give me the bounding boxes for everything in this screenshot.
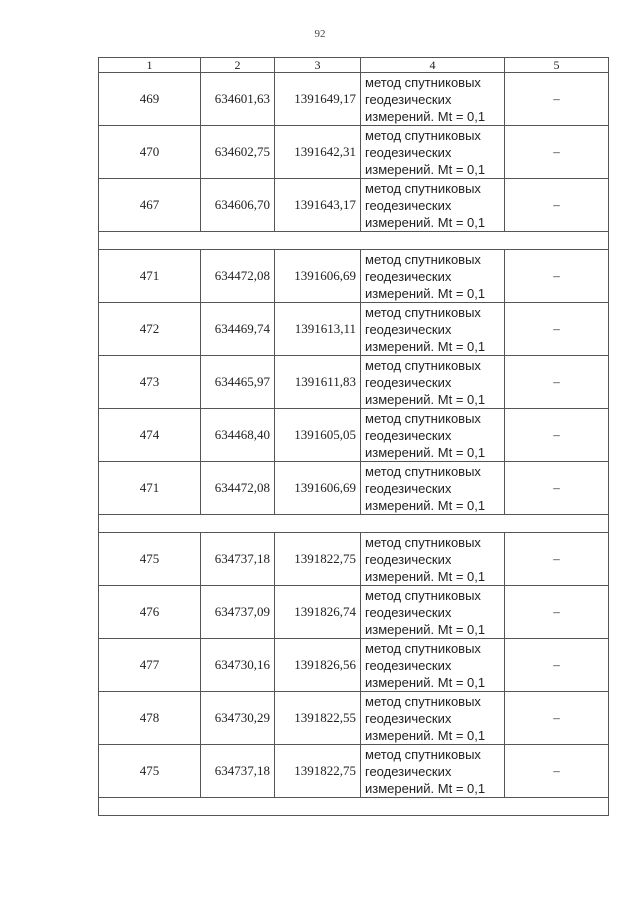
table-row (99, 73, 609, 126)
point-number-cell: 467 (99, 179, 201, 232)
point-number-cell: 471 (99, 462, 201, 515)
note-cell: – (505, 409, 609, 462)
x-coordinate-cell: 634472,08 (201, 462, 275, 515)
table-row (99, 745, 609, 798)
note-cell: – (505, 303, 609, 356)
method-cell (361, 126, 505, 179)
method-line: геодезических (365, 710, 452, 726)
table-row (99, 692, 609, 745)
method-line: метод спутниковых (365, 180, 481, 196)
x-coordinate-cell: 634730,16 (201, 639, 275, 692)
table-header-row (99, 58, 609, 73)
point-number-cell: 477 (99, 639, 201, 692)
y-coordinate-cell: 1391605,05 (275, 409, 361, 462)
method-cell (361, 533, 505, 586)
x-coordinate-cell: 634468,40 (201, 409, 275, 462)
method-line: измерений. Mt = 0,1 (365, 621, 486, 637)
method-cell (361, 586, 505, 639)
method-line: метод спутниковых (365, 693, 481, 709)
x-coordinate-cell: 634606,70 (201, 179, 275, 232)
method-line: измерений. Mt = 0,1 (365, 674, 486, 690)
x-coordinate-cell: 634730,29 (201, 692, 275, 745)
note-cell: – (505, 639, 609, 692)
point-number-cell: 470 (99, 126, 201, 179)
point-number-cell: 476 (99, 586, 201, 639)
method-line: измерений. Mt = 0,1 (365, 391, 486, 407)
note-cell: – (505, 692, 609, 745)
table-row (99, 533, 609, 586)
x-coordinate-cell: 634465,97 (201, 356, 275, 409)
group-separator-row (99, 798, 609, 816)
method-line: метод спутниковых (365, 587, 481, 603)
method-cell (361, 639, 505, 692)
x-coordinate-cell: 634472,08 (201, 250, 275, 303)
method-line: геодезических (365, 197, 452, 213)
method-line: геодезических (365, 604, 452, 620)
column-header-3: 3 (275, 58, 361, 73)
column-header-4: 4 (361, 58, 505, 73)
method-line: метод спутниковых (365, 74, 481, 90)
note-cell: – (505, 462, 609, 515)
method-line: метод спутниковых (365, 304, 481, 320)
y-coordinate-cell: 1391613,11 (275, 303, 361, 356)
method-cell (361, 356, 505, 409)
method-line: геодезических (365, 427, 452, 443)
method-line: измерений. Mt = 0,1 (365, 444, 486, 460)
table-row (99, 586, 609, 639)
method-line: метод спутниковых (365, 746, 481, 762)
point-number-cell: 473 (99, 356, 201, 409)
y-coordinate-cell: 1391826,56 (275, 639, 361, 692)
point-number-cell: 475 (99, 745, 201, 798)
group-separator-row (99, 232, 609, 250)
method-line: метод спутниковых (365, 534, 481, 550)
y-coordinate-cell: 1391642,31 (275, 126, 361, 179)
note-cell: – (505, 745, 609, 798)
method-cell (361, 462, 505, 515)
method-line: геодезических (365, 144, 452, 160)
y-coordinate-cell: 1391606,69 (275, 250, 361, 303)
group-separator-cell (99, 798, 609, 816)
note-cell: – (505, 533, 609, 586)
y-coordinate-cell: 1391822,55 (275, 692, 361, 745)
note-cell: – (505, 586, 609, 639)
table-row (99, 356, 609, 409)
point-number-cell: 469 (99, 73, 201, 126)
group-separator-row (99, 515, 609, 533)
table-row (99, 303, 609, 356)
table-row (99, 126, 609, 179)
y-coordinate-cell: 1391643,17 (275, 179, 361, 232)
page-number: 92 (314, 28, 326, 40)
method-line: геодезических (365, 321, 452, 337)
method-cell (361, 692, 505, 745)
point-number-cell: 474 (99, 409, 201, 462)
table-row (99, 639, 609, 692)
note-cell: – (505, 179, 609, 232)
y-coordinate-cell: 1391826,74 (275, 586, 361, 639)
point-number-cell: 471 (99, 250, 201, 303)
method-line: геодезических (365, 657, 452, 673)
x-coordinate-cell: 634602,75 (201, 126, 275, 179)
point-number-cell: 472 (99, 303, 201, 356)
x-coordinate-cell: 634737,09 (201, 586, 275, 639)
method-line: измерений. Mt = 0,1 (365, 108, 486, 124)
coordinates-table-body (99, 58, 609, 816)
method-cell (361, 250, 505, 303)
method-line: измерений. Mt = 0,1 (365, 497, 486, 513)
x-coordinate-cell: 634601,63 (201, 73, 275, 126)
x-coordinate-cell: 634469,74 (201, 303, 275, 356)
method-line: геодезических (365, 551, 452, 567)
method-line: метод спутниковых (365, 463, 481, 479)
note-cell: – (505, 126, 609, 179)
method-line: измерений. Mt = 0,1 (365, 338, 486, 354)
point-number-cell: 475 (99, 533, 201, 586)
method-line: измерений. Mt = 0,1 (365, 161, 486, 177)
table-row (99, 179, 609, 232)
method-line: метод спутниковых (365, 640, 481, 656)
y-coordinate-cell: 1391649,17 (275, 73, 361, 126)
method-line: измерений. Mt = 0,1 (365, 780, 486, 796)
column-header-5: 5 (505, 58, 609, 73)
method-cell (361, 745, 505, 798)
column-header-2: 2 (201, 58, 275, 73)
y-coordinate-cell: 1391822,75 (275, 533, 361, 586)
note-cell: – (505, 250, 609, 303)
group-separator-cell (99, 232, 609, 250)
note-cell: – (505, 73, 609, 126)
coordinates-table (98, 57, 609, 816)
y-coordinate-cell: 1391822,75 (275, 745, 361, 798)
method-line: метод спутниковых (365, 357, 481, 373)
method-line: геодезических (365, 91, 452, 107)
group-separator-cell (99, 515, 609, 533)
method-cell (361, 409, 505, 462)
method-line: метод спутниковых (365, 127, 481, 143)
method-line: геодезических (365, 763, 452, 779)
y-coordinate-cell: 1391606,69 (275, 462, 361, 515)
note-cell: – (505, 356, 609, 409)
table-row (99, 409, 609, 462)
method-line: измерений. Mt = 0,1 (365, 568, 486, 584)
table-row (99, 250, 609, 303)
method-line: измерений. Mt = 0,1 (365, 285, 486, 301)
method-line: геодезических (365, 374, 452, 390)
method-cell (361, 179, 505, 232)
method-line: геодезических (365, 268, 452, 284)
method-line: метод спутниковых (365, 410, 481, 426)
table-row (99, 462, 609, 515)
method-line: измерений. Mt = 0,1 (365, 727, 486, 743)
y-coordinate-cell: 1391611,83 (275, 356, 361, 409)
method-cell (361, 303, 505, 356)
x-coordinate-cell: 634737,18 (201, 745, 275, 798)
column-header-1: 1 (99, 58, 201, 73)
method-cell (361, 73, 505, 126)
method-line: измерений. Mt = 0,1 (365, 214, 486, 230)
point-number-cell: 478 (99, 692, 201, 745)
method-line: геодезических (365, 480, 452, 496)
method-line: метод спутниковых (365, 251, 481, 267)
x-coordinate-cell: 634737,18 (201, 533, 275, 586)
